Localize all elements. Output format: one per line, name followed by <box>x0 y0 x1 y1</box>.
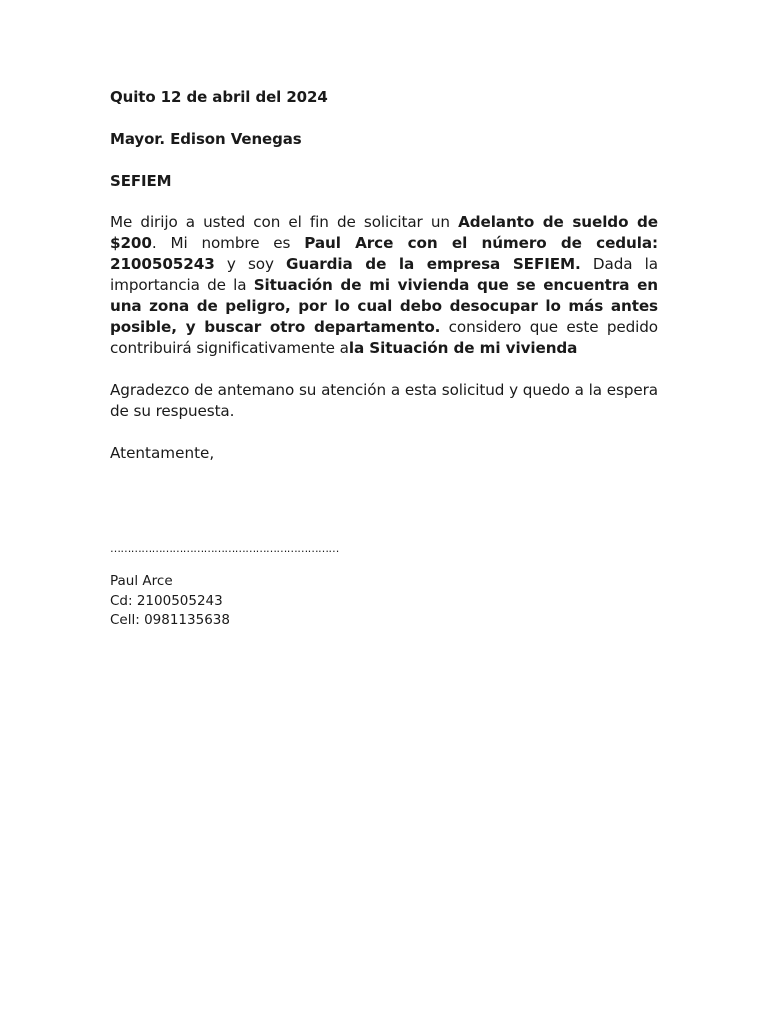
letter-page <box>110 86 658 464</box>
thanks-paragraph: Agradezco de antemano su atención a esta solicitud y quedo a la espera de su respuesta. <box>110 381 658 420</box>
signer-phone: Cell: 0981135638 <box>110 612 230 628</box>
body-bold-text: Paul Arce con el número de cedula: 2100505243 <box>110 234 658 273</box>
body-bold-text: Situación de mi vivienda que se encuentra en una zona de peligro, por lo cual debo desocupar lo más antes posible, y buscar otro departamento. <box>110 276 658 336</box>
request-paragraph <box>110 212 658 359</box>
signer-name: Paul Arce <box>110 573 173 589</box>
body-text: Dada la importancia de la <box>110 255 658 294</box>
body-text: Me dirijo a usted con el fin de solicitar un <box>110 213 459 231</box>
body-bold-text: Guardia de la empresa SEFIEM. <box>286 255 581 273</box>
body-text: considero que este pedido contribuirá significativamente a <box>110 318 658 357</box>
body-bold-text: Adelanto de sueldo de $200 <box>110 213 658 252</box>
body-bold-text: la Situación de mi vivienda <box>348 339 578 357</box>
letter-date: Quito 12 de abril del 2024 <box>110 88 328 106</box>
signer-block <box>110 572 230 631</box>
signer-id: Cd: 2100505243 <box>110 592 223 609</box>
closing-salutation: Atentamente, <box>110 444 215 462</box>
recipient-name: Mayor. Edison Venegas <box>110 130 302 148</box>
recipient-organization: SEFIEM <box>110 172 172 190</box>
signature-line: ………………………………………………………… <box>110 542 339 555</box>
body-text: y soy <box>214 255 287 273</box>
body-text: . Mi nombre es <box>151 234 305 252</box>
